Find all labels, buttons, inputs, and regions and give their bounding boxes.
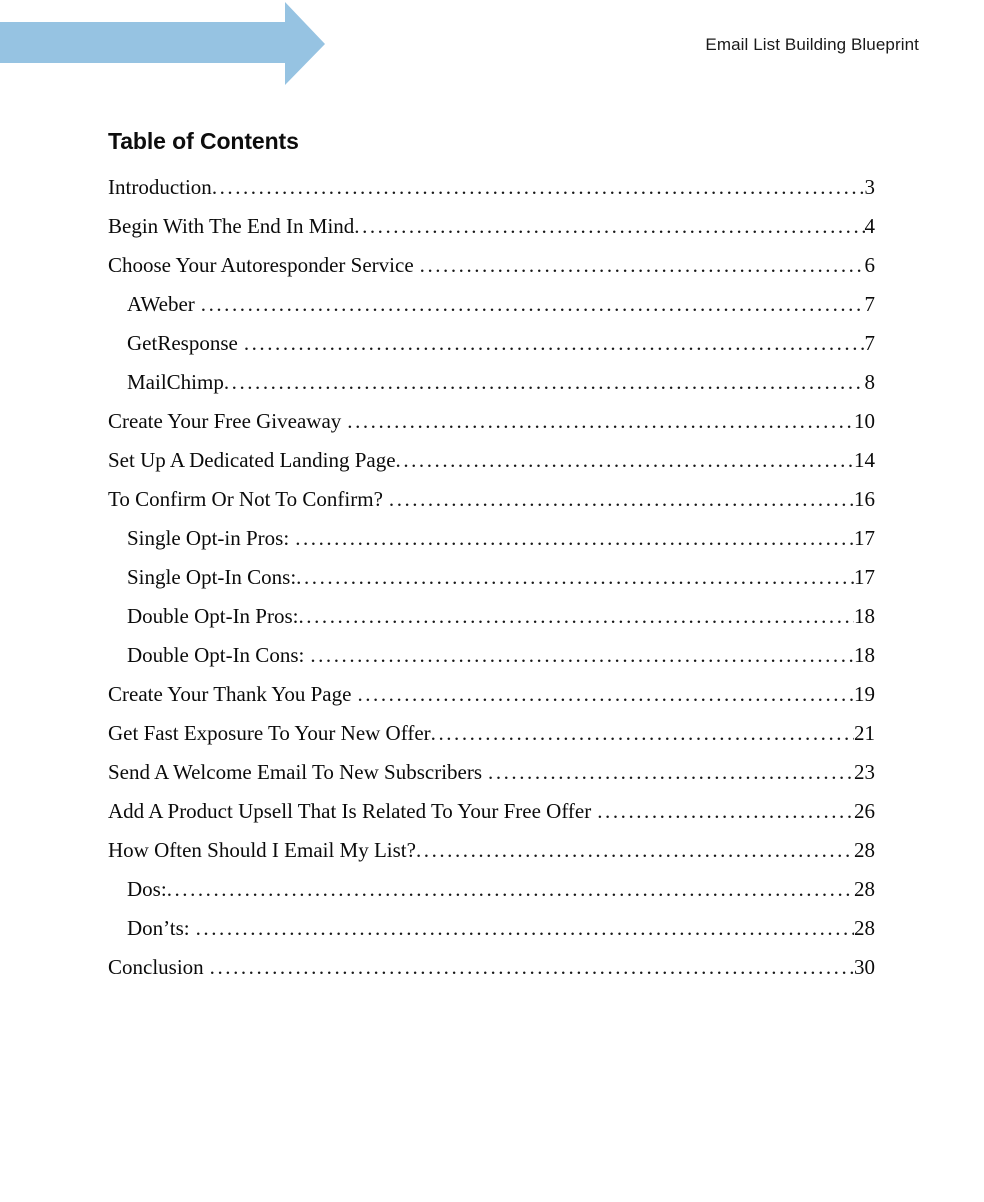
toc-dot-leader	[196, 918, 854, 939]
toc-entry-page-number: 17	[854, 526, 875, 550]
toc-entry-title: Double Opt-In Pros:	[127, 604, 299, 628]
toc-dot-leader	[396, 450, 854, 471]
toc-entry-page-number: 16	[854, 487, 875, 511]
toc-entry-page-number: 14	[854, 448, 875, 472]
toc-entry-page-number: 7	[864, 331, 875, 355]
toc-entry-title: Get Fast Exposure To Your New Offer	[108, 721, 431, 745]
toc-entry-page-number: 28	[854, 838, 875, 862]
toc-entry[interactable]	[108, 292, 875, 331]
toc-entry[interactable]	[108, 253, 875, 292]
toc-entry[interactable]	[108, 955, 875, 994]
toc-entry-page-number: 6	[864, 253, 875, 277]
toc-entry-title: How Often Should I Email My List?	[108, 838, 416, 862]
toc-dot-leader	[295, 528, 854, 549]
toc-dot-leader	[416, 840, 854, 861]
toc-entry-title: Double Opt-In Cons:	[127, 643, 305, 667]
toc-entry-title: Dos:	[127, 877, 167, 901]
toc-entry-page-number: 18	[854, 643, 875, 667]
toc-entry-page-number: 26	[854, 799, 875, 823]
toc-entry[interactable]	[108, 214, 875, 253]
toc-entry[interactable]	[108, 526, 875, 565]
toc-dot-leader	[347, 411, 854, 432]
toc-dot-leader	[299, 606, 855, 627]
toc-entry-title: Add A Product Upsell That Is Related To Your Free Offer	[108, 799, 592, 823]
toc-dot-leader	[296, 567, 854, 588]
toc-entry-page-number: 30	[854, 955, 875, 979]
toc-dot-leader	[310, 645, 854, 666]
toc-entry-page-number: 17	[854, 565, 875, 589]
toc-dot-leader	[357, 684, 854, 705]
table-of-contents	[108, 175, 875, 994]
toc-dot-leader	[354, 216, 864, 237]
toc-dot-leader	[420, 255, 865, 276]
toc-entry-page-number: 18	[854, 604, 875, 628]
toc-entry[interactable]	[108, 682, 875, 721]
toc-entry[interactable]	[108, 175, 875, 214]
toc-entry-title: AWeber	[127, 292, 195, 316]
toc-entry-page-number: 23	[854, 760, 875, 784]
toc-entry[interactable]	[108, 331, 875, 370]
toc-entry[interactable]	[108, 721, 875, 760]
toc-entry-page-number: 4	[864, 214, 875, 238]
toc-dot-leader	[167, 879, 854, 900]
toc-entry[interactable]	[108, 370, 875, 409]
toc-entry-title: Don’ts:	[127, 916, 190, 940]
toc-entry-page-number: 7	[864, 292, 875, 316]
toc-entry-title: Single Opt-In Cons:	[127, 565, 297, 589]
toc-entry-title: Create Your Thank You Page	[108, 682, 352, 706]
toc-entry-page-number: 8	[864, 370, 875, 394]
toc-entry[interactable]	[108, 565, 875, 604]
toc-entry-title: To Confirm Or Not To Confirm?	[108, 487, 383, 511]
toc-dot-leader	[210, 957, 854, 978]
toc-entry-title: Begin With The End In Mind	[108, 214, 355, 238]
toc-dot-leader	[389, 489, 854, 510]
toc-entry-title: Send A Welcome Email To New Subscribers	[108, 760, 483, 784]
toc-dot-leader	[488, 762, 854, 783]
toc-entry-title: GetResponse	[127, 331, 238, 355]
toc-entry-title: Choose Your Autoresponder Service	[108, 253, 414, 277]
toc-dot-leader	[201, 294, 865, 315]
toc-entry-page-number: 21	[854, 721, 875, 745]
toc-entry-page-number: 28	[854, 916, 875, 940]
toc-dot-leader	[212, 177, 865, 198]
toc-entry[interactable]	[108, 409, 875, 448]
toc-entry[interactable]	[108, 838, 875, 877]
toc-dot-leader	[431, 723, 854, 744]
toc-entry-title: Introduction	[108, 175, 212, 199]
toc-entry[interactable]	[108, 604, 875, 643]
toc-entry[interactable]	[108, 487, 875, 526]
toc-entry-page-number: 10	[854, 409, 875, 433]
page-title: Table of Contents	[108, 128, 299, 155]
toc-entry-title: Set Up A Dedicated Landing Page	[108, 448, 396, 472]
toc-entry-page-number: 3	[864, 175, 875, 199]
toc-entry[interactable]	[108, 643, 875, 682]
toc-entry[interactable]	[108, 760, 875, 799]
toc-entry-title: Single Opt-in Pros:	[127, 526, 290, 550]
running-header: Email List Building Blueprint	[705, 35, 919, 54]
toc-entry-page-number: 28	[854, 877, 875, 901]
toc-dot-leader	[244, 333, 865, 354]
toc-entry[interactable]	[108, 799, 875, 838]
toc-entry[interactable]	[108, 877, 875, 916]
toc-entry-title: Create Your Free Giveaway	[108, 409, 342, 433]
toc-entry-page-number: 19	[854, 682, 875, 706]
toc-entry-title: Conclusion	[108, 955, 204, 979]
toc-dot-leader	[224, 372, 865, 393]
toc-entry[interactable]	[108, 448, 875, 487]
toc-dot-leader	[597, 801, 854, 822]
toc-entry[interactable]	[108, 916, 875, 955]
toc-entry-title: MailChimp	[127, 370, 224, 394]
